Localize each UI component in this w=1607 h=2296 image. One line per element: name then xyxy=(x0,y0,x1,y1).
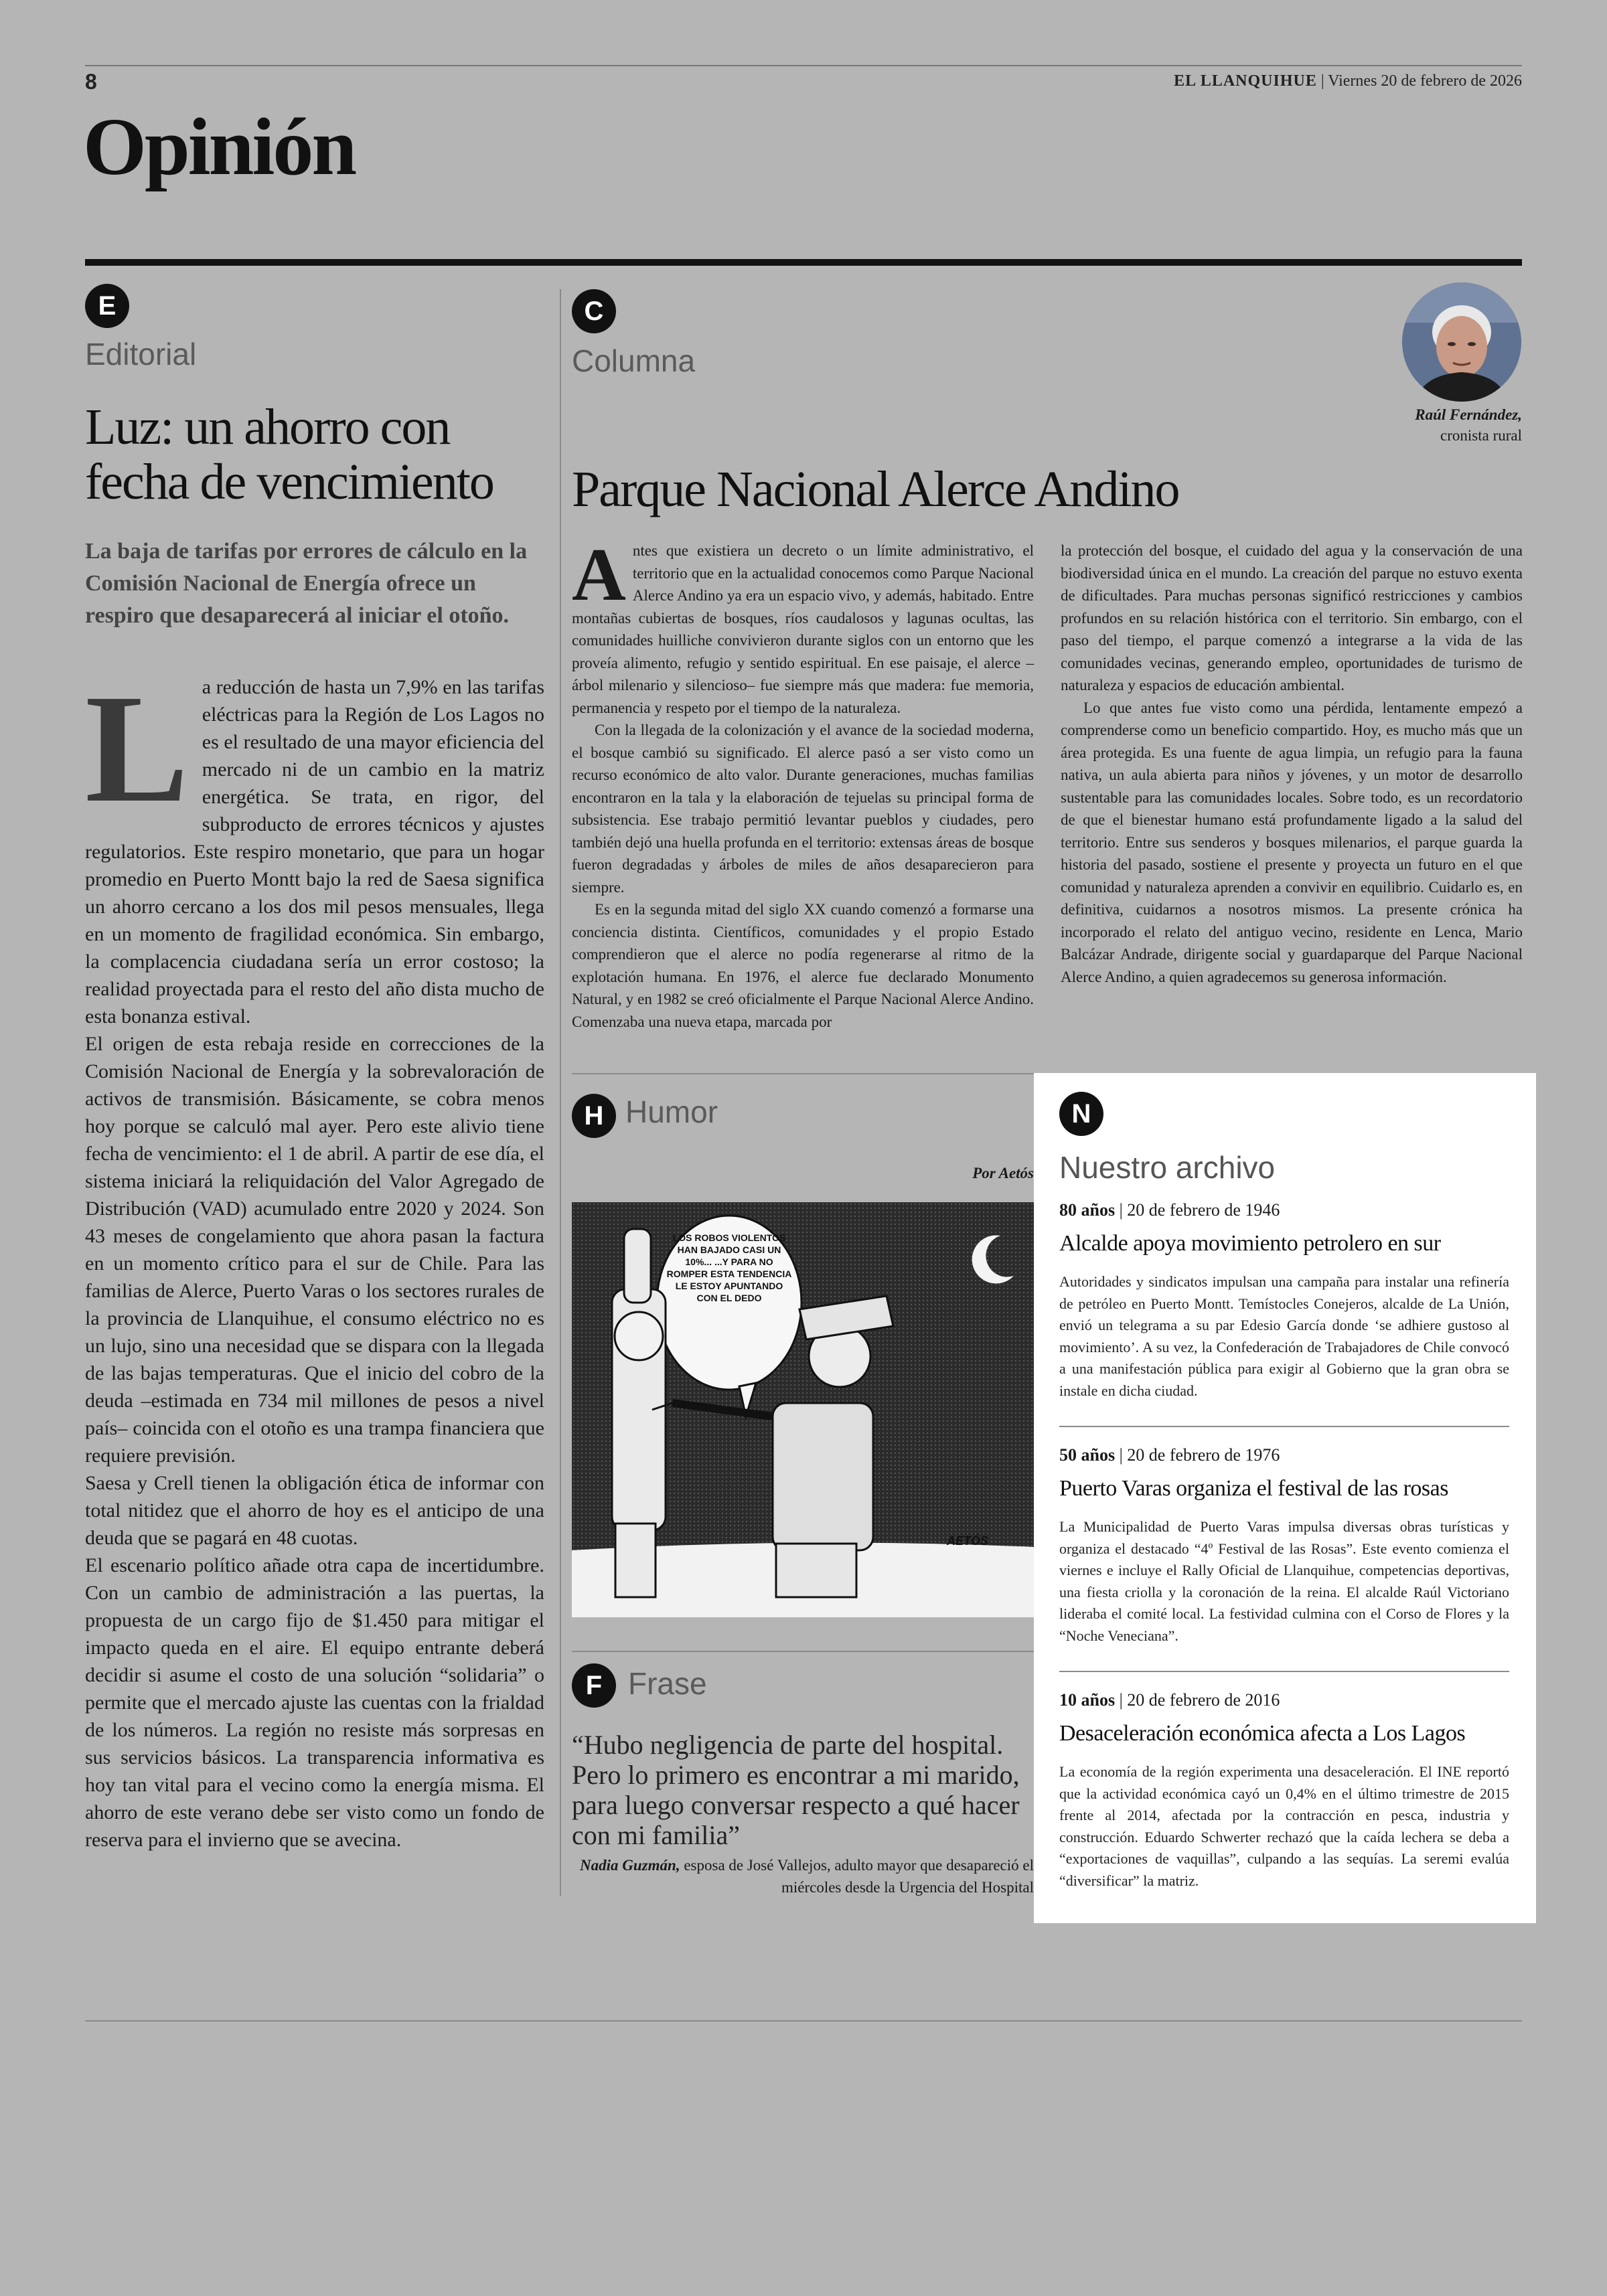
archive-item-years: 80 años xyxy=(1059,1200,1116,1220)
archive-item-title: Puerto Varas organiza el festival de las rosas xyxy=(1059,1476,1448,1501)
editorial-badge: E xyxy=(85,284,129,328)
column-dropcap: A xyxy=(572,534,626,617)
archive-badge: N xyxy=(1059,1092,1103,1136)
author-portrait xyxy=(1402,282,1521,402)
archive-item-date: 80 años | 20 de febrero de 1946 xyxy=(1059,1200,1280,1220)
author-name: Raúl Fernández, xyxy=(1415,406,1522,423)
frase-attribution xyxy=(572,1854,1034,1898)
editorial-paragraph: El origen de esta rebaja reside en correcciones de la Comisión Nacional de Energía y la sobrevaloración de activos de transmisión. Básicamente, se cobra menos hoy porque se calculó mal ayer. Pero este alivio tiene fecha de vencimiento: el 1 de abril. A partir de ese día, el sistema iniciará la reliquidación del Valor Agregado de Distribución (VAD) acumulado entre 2020 y 2024. Son 43 meses de congelamiento que ahora pasan la factura en un momento crítico para el sur de Chile. Para las familias de Alerce, Puerto Varas o los sectores rurales de la provincia de Llanquihue, el consumo eléctrico no es un lujo, sino una necesidad que se dispara con la llegada de las bajas temperaturas. Que el inicio del cobro de la deuda –estimada en 734 mil millones de pesos a nivel país– coincida con el otoño es una trampa financiera que requiere previsión. xyxy=(85,1033,544,1467)
editorial-paragraph: El escenario político añade otra capa de incertidumbre. Con un cambio de administración a las puertas, la propuesta de un cargo fijo de $1.450 para mitigar el impacto queda en el aire. El equipo entrante deberá decidir si asume el costo de una solución “solidaria” o permite que el mercado ajuste las cuentas con la frialdad de los números. La región no resiste más sorpresas en sus servicios básicos. La transparencia informativa es hoy tan vital para el vecino como la energía misma. El ahorro de este verano debe ser visto como un fondo de reserva para el invierno que se avecina. xyxy=(85,1554,544,1851)
humor-top-rule xyxy=(572,1073,1034,1074)
archive-item-date: 50 años | 20 de febrero de 1976 xyxy=(1059,1445,1280,1465)
editorial-headline-line-1: Luz: un ahorro con xyxy=(85,399,450,455)
archive-kicker: Nuestro archivo xyxy=(1059,1150,1276,1185)
humor-cartoon xyxy=(572,1202,1034,1617)
frase-quote: “Hubo negligencia de parte del hospital. Pero lo primero es encontrar a mi marido, para luego conversar respecto a qué hacer con mi familia” xyxy=(572,1730,1020,1850)
humor-kicker: Humor xyxy=(625,1094,718,1129)
author-role: cronista rural xyxy=(1440,427,1522,444)
column-paragraph: Lo que antes fue visto como una pérdida, lentamente empezó a comprenderse como un beneficio compartido. Hoy, es mucho más que un área protegida. Es una fuente de agua limpia, un refugio para la fauna nativa, un aula abierta para niños y jóvenes, y un motor de desarrollo sustentable para las comunidades locales. Sobre todo, es un recordatorio de que el bienestar humano está profundamente ligado a la salud del territorio. Entre sus senderos y bosques milenarios, el parque guarda la historia del pasado, sostiene el presente y proyecta un futuro en el que comunidad y naturaleza aprenden a convivir en equilibrio. Cuidarlo es, en definitiva, cuidarnos a nosotros mismos. La presente crónica ha incorporado el relato del antiguo vecino, residente en Lenca, Mario Balcázar Andrade, dirigente social y guardaparque del Parque Nacional Alerce Andino, a quien agradecemos su generosa información. xyxy=(1061,699,1523,985)
column-paragraph: Es en la segunda mitad del siglo XX cuando comenzó a formarse una conciencia distinta. Científicos, comunidades y el propio Estado comprendieron que el alerce no podía regenerarse al ritmo de la explotación humana. En 1976, el alerce fue declarado Monumento Natural, y en 1982 se creó oficialmente el Parque Nacional Alerce Andino. Comenzaba una nueva etapa, marcada por xyxy=(572,901,1034,1030)
editorial-paragraph: a reducción de hasta un 7,9% en las tarifas eléctricas para la Región de Los Lagos no es el resultado de una mayor eficiencia del mercado ni de un cambio en la matriz energética. Se trata, en rigor, del subproducto de errores técnicos y ajustes regulatorios. Este respiro monetario, que para un hogar promedio en Puerto Montt bajo la red de Saesa significa un ahorro cercano a los dos mil pesos mensuales, llega en un momento de fragilidad económica. Sin embargo, la complacencia ciudadana sería un error costoso; la realidad proyectada para el resto del año dista mucho de esta bonanza estival. xyxy=(85,676,544,1028)
author-avatar xyxy=(1402,282,1521,402)
masthead: EL LLANQUIHUE | Viernes 20 de febrero de 2026 xyxy=(1174,72,1522,90)
column-paragraph: la protección del bosque, el cuidado del agua y la conservación de una biodiversidad única en el mundo. La creación del parque no estuvo exenta de dificultades. Para muchas personas significó restricciones y cambios profundos en su relación histórica con el territorio. Sin embargo, con el paso del tiempo, el parque comenzó a integrarse a la vida de las comunidades vecinas, generando empleo, oportunidades de turismo de naturaleza y espacios de educación ambiental. xyxy=(1061,542,1523,693)
archive-item-date-text: 20 de febrero de 2016 xyxy=(1127,1690,1280,1710)
archive-item-date-text: 20 de febrero de 1976 xyxy=(1127,1445,1280,1465)
cartoon-signature: AETÓS xyxy=(947,1534,989,1548)
archive-box xyxy=(1034,1073,1536,1923)
archive-item-body: La economía de la región experimenta una desaceleración. El INE reportó que la actividad económica cayó un 0,4% en el último trimestre de 2015 frente al 2014, afectada por la contracción en pesca, industria y construcción. Eduardo Schwerter rechazó que la caída lechera se deba a “exportaciones de vaquillas”, culpando a las sequías. La seremi evalúa “diversificar” la matriz. xyxy=(1059,1763,1509,1889)
editorial-paragraph: Saesa y Crell tienen la obligación ética de informar con total nitidez que el ahorro de hoy es el anticipo de una deuda que se pagará en 48 cuotas. xyxy=(85,1472,544,1549)
issue-date: Viernes 20 de febrero de 2026 xyxy=(1328,72,1522,90)
column-headline: Parque Nacional Alerce Andino xyxy=(572,461,1179,517)
archive-item-title: Alcalde apoya movimiento petrolero en sur xyxy=(1059,1231,1441,1256)
editorial-headline-line-2: fecha de vencimiento xyxy=(85,454,493,510)
bottom-rule xyxy=(85,2020,1522,2022)
column-paragraph: Con la llegada de la colonización y el avance de la sociedad moderna, el bosque cambió su significado. El alerce pasó a ser visto como un recurso económico de alto valor. Durante generaciones, muchas familias encontraron en la tala y la elaboración de tejuelas su principal forma de subsistencia. Ese trabajo permitió levantar pueblos y ciudades, pero también dejó una huella profunda en el territorio: extensas áreas de bosque fueron degradadas y árboles de miles de años desaparecieron para siempre. xyxy=(572,722,1034,896)
archive-divider xyxy=(1059,1671,1509,1672)
column-paragraph: ntes que existiera un decreto o un límite administrativo, el territorio que en la actualidad conocemos como Parque Nacional Alerce Andino ya era un espacio vivo, y además, habitado. Entre montañas cubiertas de bosques, ríos caudalosos y lagunas ocultas, las comunidades huilliche convivieron durante siglos con un entorno que les proveía alimento, refugio y sentido espiritual. En ese paisaje, el alerce –árbol milenario y silencioso– fue siempre más que madera: fue memoria, permanencia y respeto por el tiempo de la naturaleza. xyxy=(572,542,1034,716)
page-number: 8 xyxy=(85,70,97,94)
author-byline xyxy=(1272,404,1522,446)
newspaper-name: EL LLANQUIHUE xyxy=(1174,72,1317,90)
cartoon-speech-bubble: LOS ROBOS VIOLENTOS HAN BAJADO CASI UN 10%... ...Y PARA NO ROMPER ESTA TENDENCIA LE ESTOY APUNTANDO CON EL DEDO xyxy=(666,1232,792,1303)
humor-credit: Por Aetós xyxy=(972,1165,1034,1181)
section-title: Opinión xyxy=(83,102,356,192)
editorial-kicker: Editorial xyxy=(85,337,197,372)
archive-item-title: Desaceleración económica afecta a Los Lagos xyxy=(1059,1721,1466,1746)
section-rule xyxy=(85,259,1522,266)
column-divider-left xyxy=(560,289,561,1896)
archive-item-years: 50 años xyxy=(1059,1445,1116,1465)
humor-badge: H xyxy=(572,1094,616,1138)
archive-item-date: 10 años | 20 de febrero de 2016 xyxy=(1059,1690,1280,1710)
cartoon-drawing xyxy=(572,1202,1034,1617)
archive-item xyxy=(1059,1200,1509,1402)
column-kicker: Columna xyxy=(572,343,696,378)
archive-divider xyxy=(1059,1426,1509,1427)
column-body-right xyxy=(1061,540,1523,988)
column-badge: C xyxy=(572,289,616,333)
frase-attribution-name: Nadia Guzmán, xyxy=(580,1857,680,1874)
frase-attribution-text: esposa de José Vallejos, adulto mayor que desapareció el miércoles desde la Urgencia del Hospital xyxy=(684,1857,1034,1896)
editorial-dropcap: L xyxy=(85,663,189,835)
archive-item xyxy=(1059,1445,1509,1647)
column-body-left xyxy=(572,534,1034,1033)
editorial-body xyxy=(85,663,544,1854)
archive-item-body: La Municipalidad de Puerto Varas impulsa diversas obras turísticas y organiza el destacado “4º Festival de las Rosas”. Este evento comienza el viernes e incluye el Rally Oficial de Llanquihue, competencias deportivas, una fiesta criolla y la coronación de la reina. El alcalde Raúl Victoriano lideraba el comité local. La festividad culmina con el Corso de Flores y la “Noche Veneciana”. xyxy=(1059,1518,1509,1644)
top-rule xyxy=(85,65,1522,66)
editorial-lead: La baja de tarifas por errores de cálculo en la Comisión Nacional de Energía ofrece un respiro que desaparecerá al iniciar el otoño. xyxy=(85,539,528,628)
archive-item xyxy=(1059,1690,1509,1892)
archive-item-years: 10 años xyxy=(1059,1690,1116,1710)
editorial-headline xyxy=(85,400,554,509)
frase-top-rule xyxy=(572,1651,1034,1652)
archive-item-date-text: 20 de febrero de 1946 xyxy=(1127,1200,1280,1220)
archive-item-body: Autoridades y sindicatos impulsan una campaña para instalar una refinería de petróleo en Puerto Montt. Temístocles Conejeros, alcalde de La Unión, envió un telegrama a su par Edesio García donde ‘se adhiere gustoso al movimiento’. A su vez, la Confederación de Trabajadores de Chile convocó a una manifestación pública para exigir al Gobierno que la gran obra se instale en dicha ciudad. xyxy=(1059,1273,1509,1399)
frase-kicker: Frase xyxy=(628,1666,707,1701)
frase-badge: F xyxy=(572,1663,616,1708)
